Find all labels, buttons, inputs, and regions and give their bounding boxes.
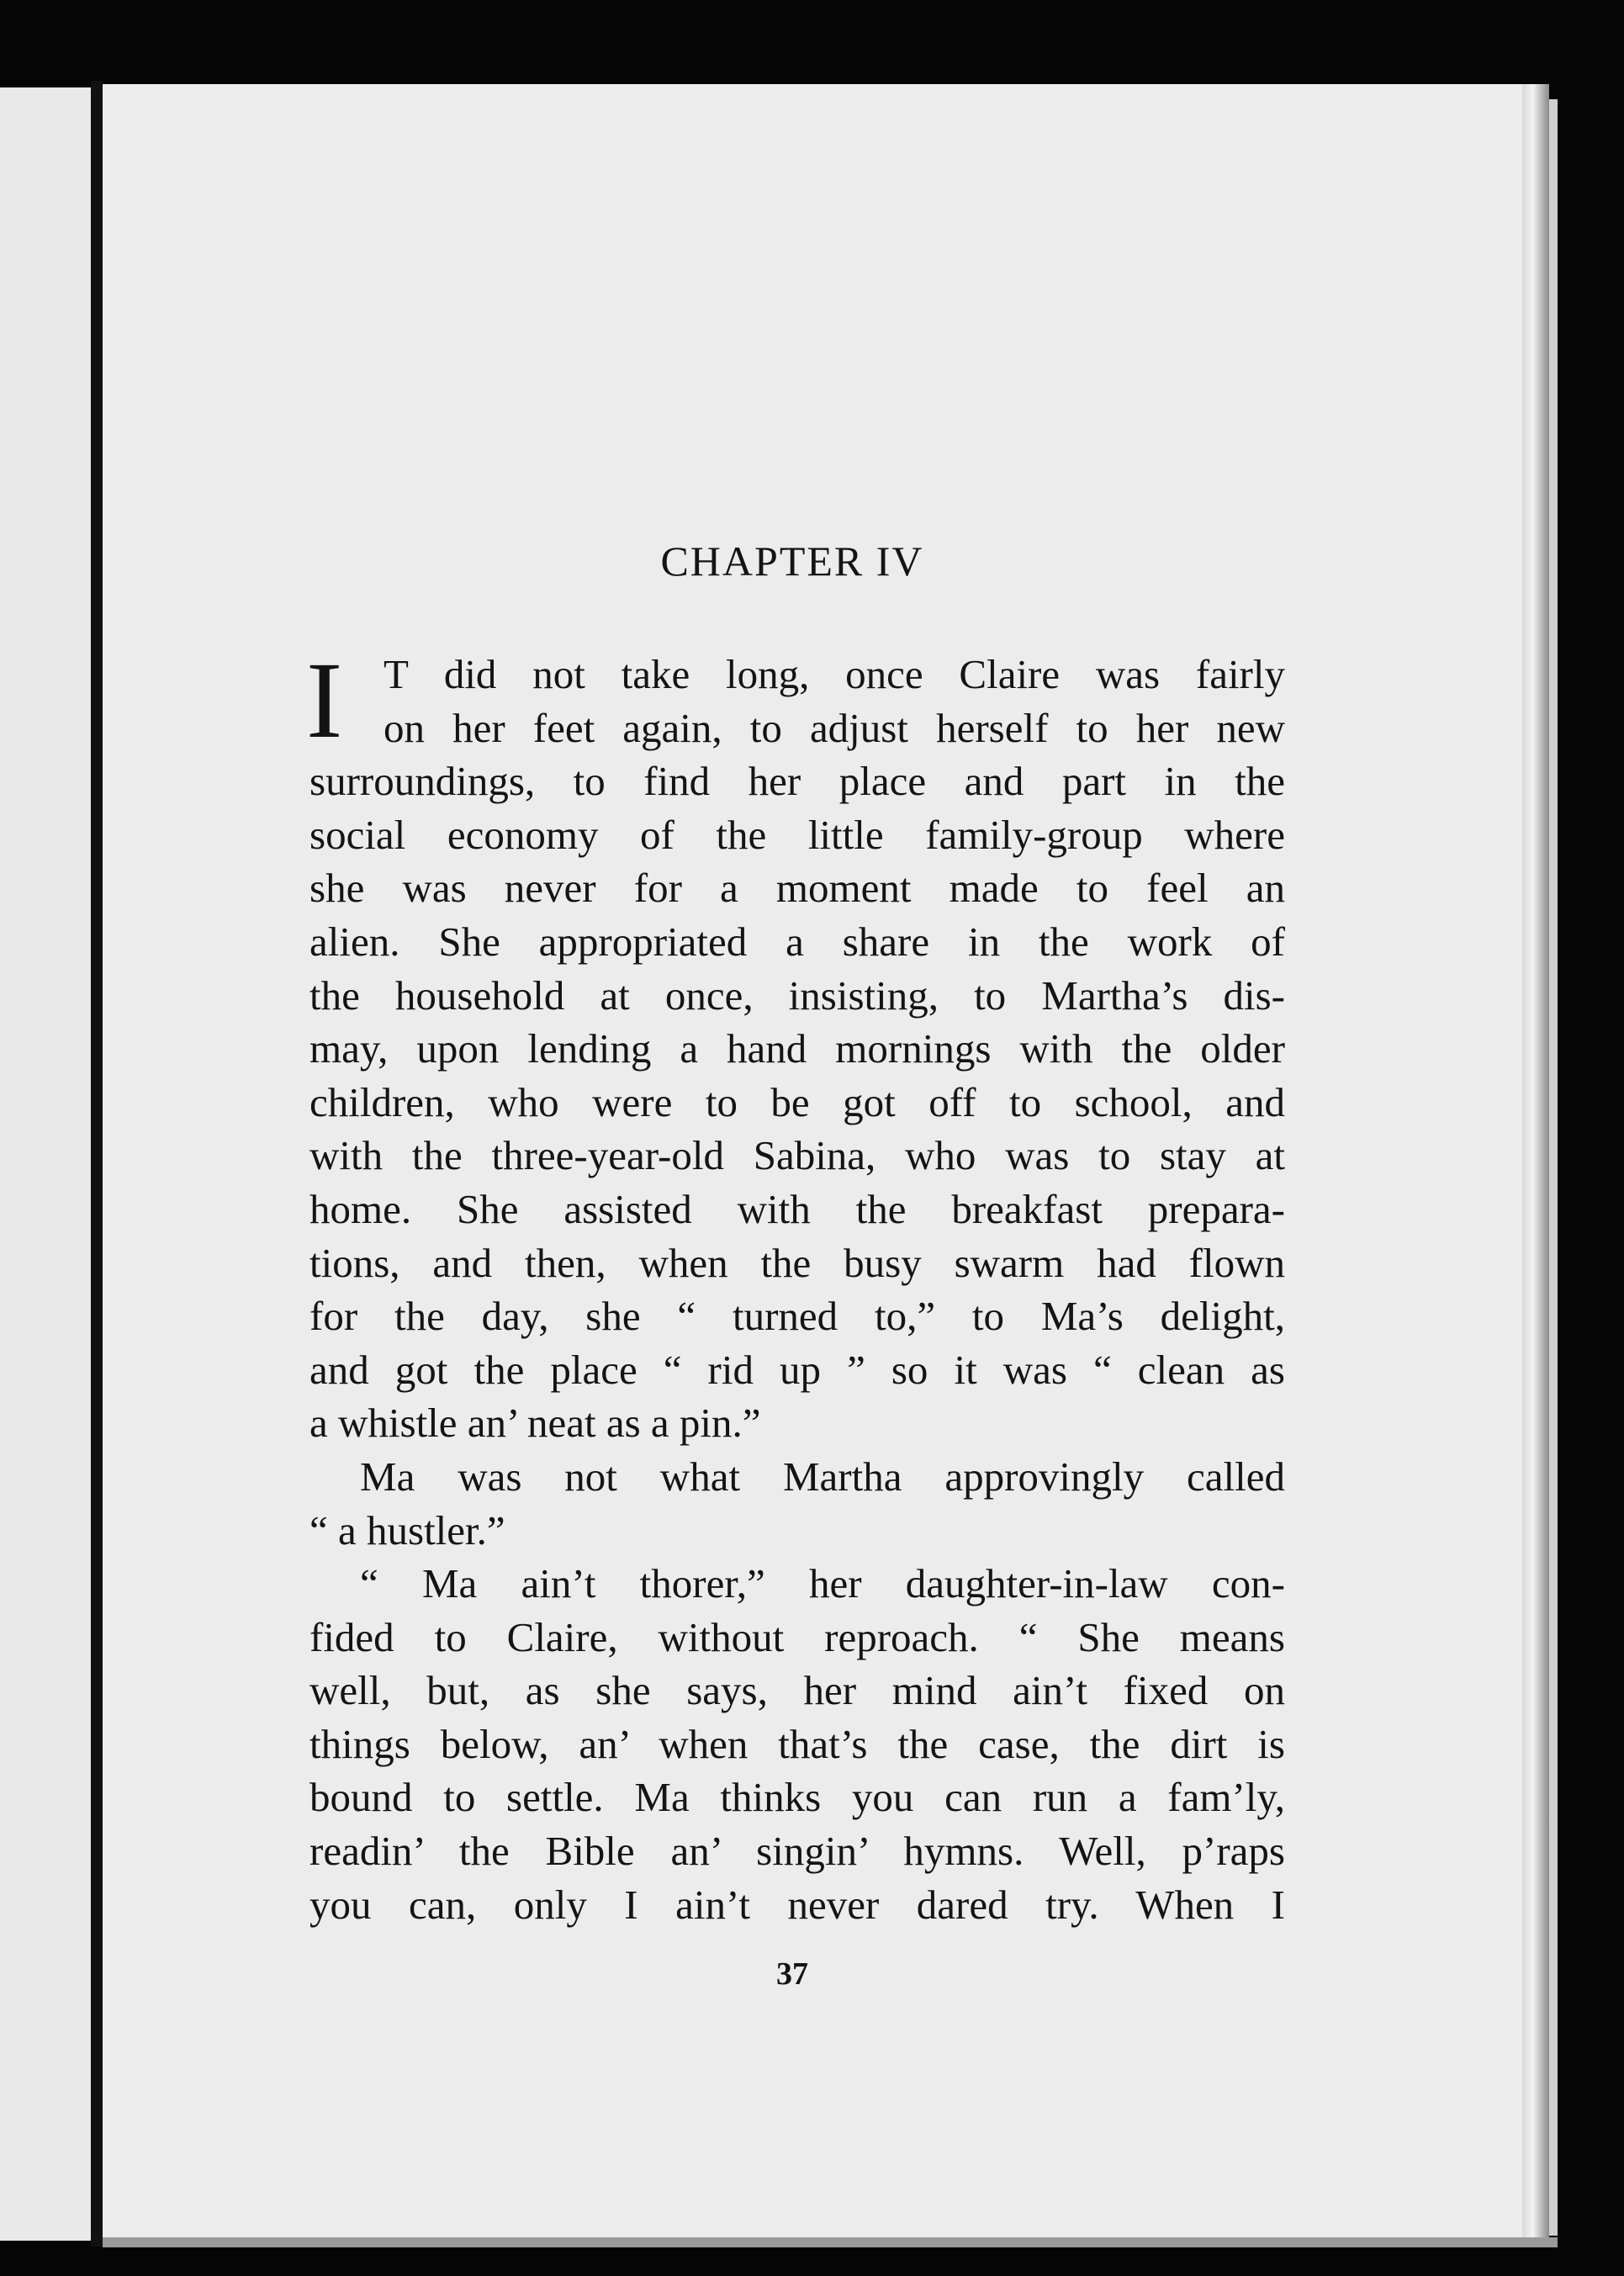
text-line: children, who were to be got off to school, and — [309, 1078, 1285, 1125]
text-line: and got the place “ rid up ” so it was “ clean as — [309, 1346, 1285, 1393]
text-line: fided to Claire, without reproach. “ She means — [309, 1613, 1285, 1660]
text-line: things below, an’ when that’s the case, the dirt is — [309, 1720, 1285, 1767]
text-line: you can, only I ain’t never dared try. When I — [309, 1881, 1285, 1928]
text-line: social economy of the little family-group where — [309, 811, 1285, 858]
text-line: home. She assisted with the breakfast prepara- — [309, 1185, 1285, 1232]
text-line: the household at once, insisting, to Martha’s dis- — [309, 971, 1285, 1019]
drop-cap: I — [306, 640, 343, 761]
page-stack-edge — [1522, 84, 1549, 2246]
text-line: well, but, as she says, her mind ain’t fixed on — [309, 1667, 1285, 1714]
text-line: T did not take long, once Claire was fairly — [384, 651, 1285, 697]
text-line: Ma was not what Martha approvingly called — [360, 1453, 1285, 1500]
text-line: “ Ma ain’t thorer,” her daughter-in-law con- — [360, 1560, 1285, 1607]
text-line: alien. She appropriated a share in the work of — [309, 918, 1285, 965]
text-line: surroundings, to find her place and part in the — [309, 758, 1285, 805]
book-gutter — [91, 81, 103, 2247]
text-line: “ a hustler.” — [309, 1506, 505, 1554]
text-line: she was never for a moment made to feel an — [309, 865, 1285, 912]
text-line: for the day, she “ turned to,” to Ma’s delight, — [309, 1293, 1285, 1340]
page-bottom-shadow — [103, 2237, 1558, 2247]
chapter-body-text — [306, 640, 1285, 1931]
text-line: tions, and then, when the busy swarm had flown — [309, 1239, 1285, 1286]
page-stack-edge-inner — [1549, 99, 1558, 2236]
facing-page-edge — [0, 87, 91, 2241]
text-line: on her feet again, to adjust herself to her new — [384, 704, 1285, 751]
text-line: with the three-year-old Sabina, who was to stay at — [309, 1132, 1285, 1179]
text-line: a whistle an’ neat as a pin.” — [309, 1400, 761, 1447]
chapter-heading: CHAPTER IV — [660, 537, 924, 585]
page-number: 37 — [776, 1956, 808, 1992]
text-line: readin’ the Bible an’ singin’ hymns. Well, p’raps — [309, 1828, 1285, 1875]
text-line: may, upon lending a hand mornings with the older — [309, 1025, 1285, 1072]
text-line: bound to settle. Ma thinks you can run a fam’ly, — [309, 1774, 1285, 1821]
